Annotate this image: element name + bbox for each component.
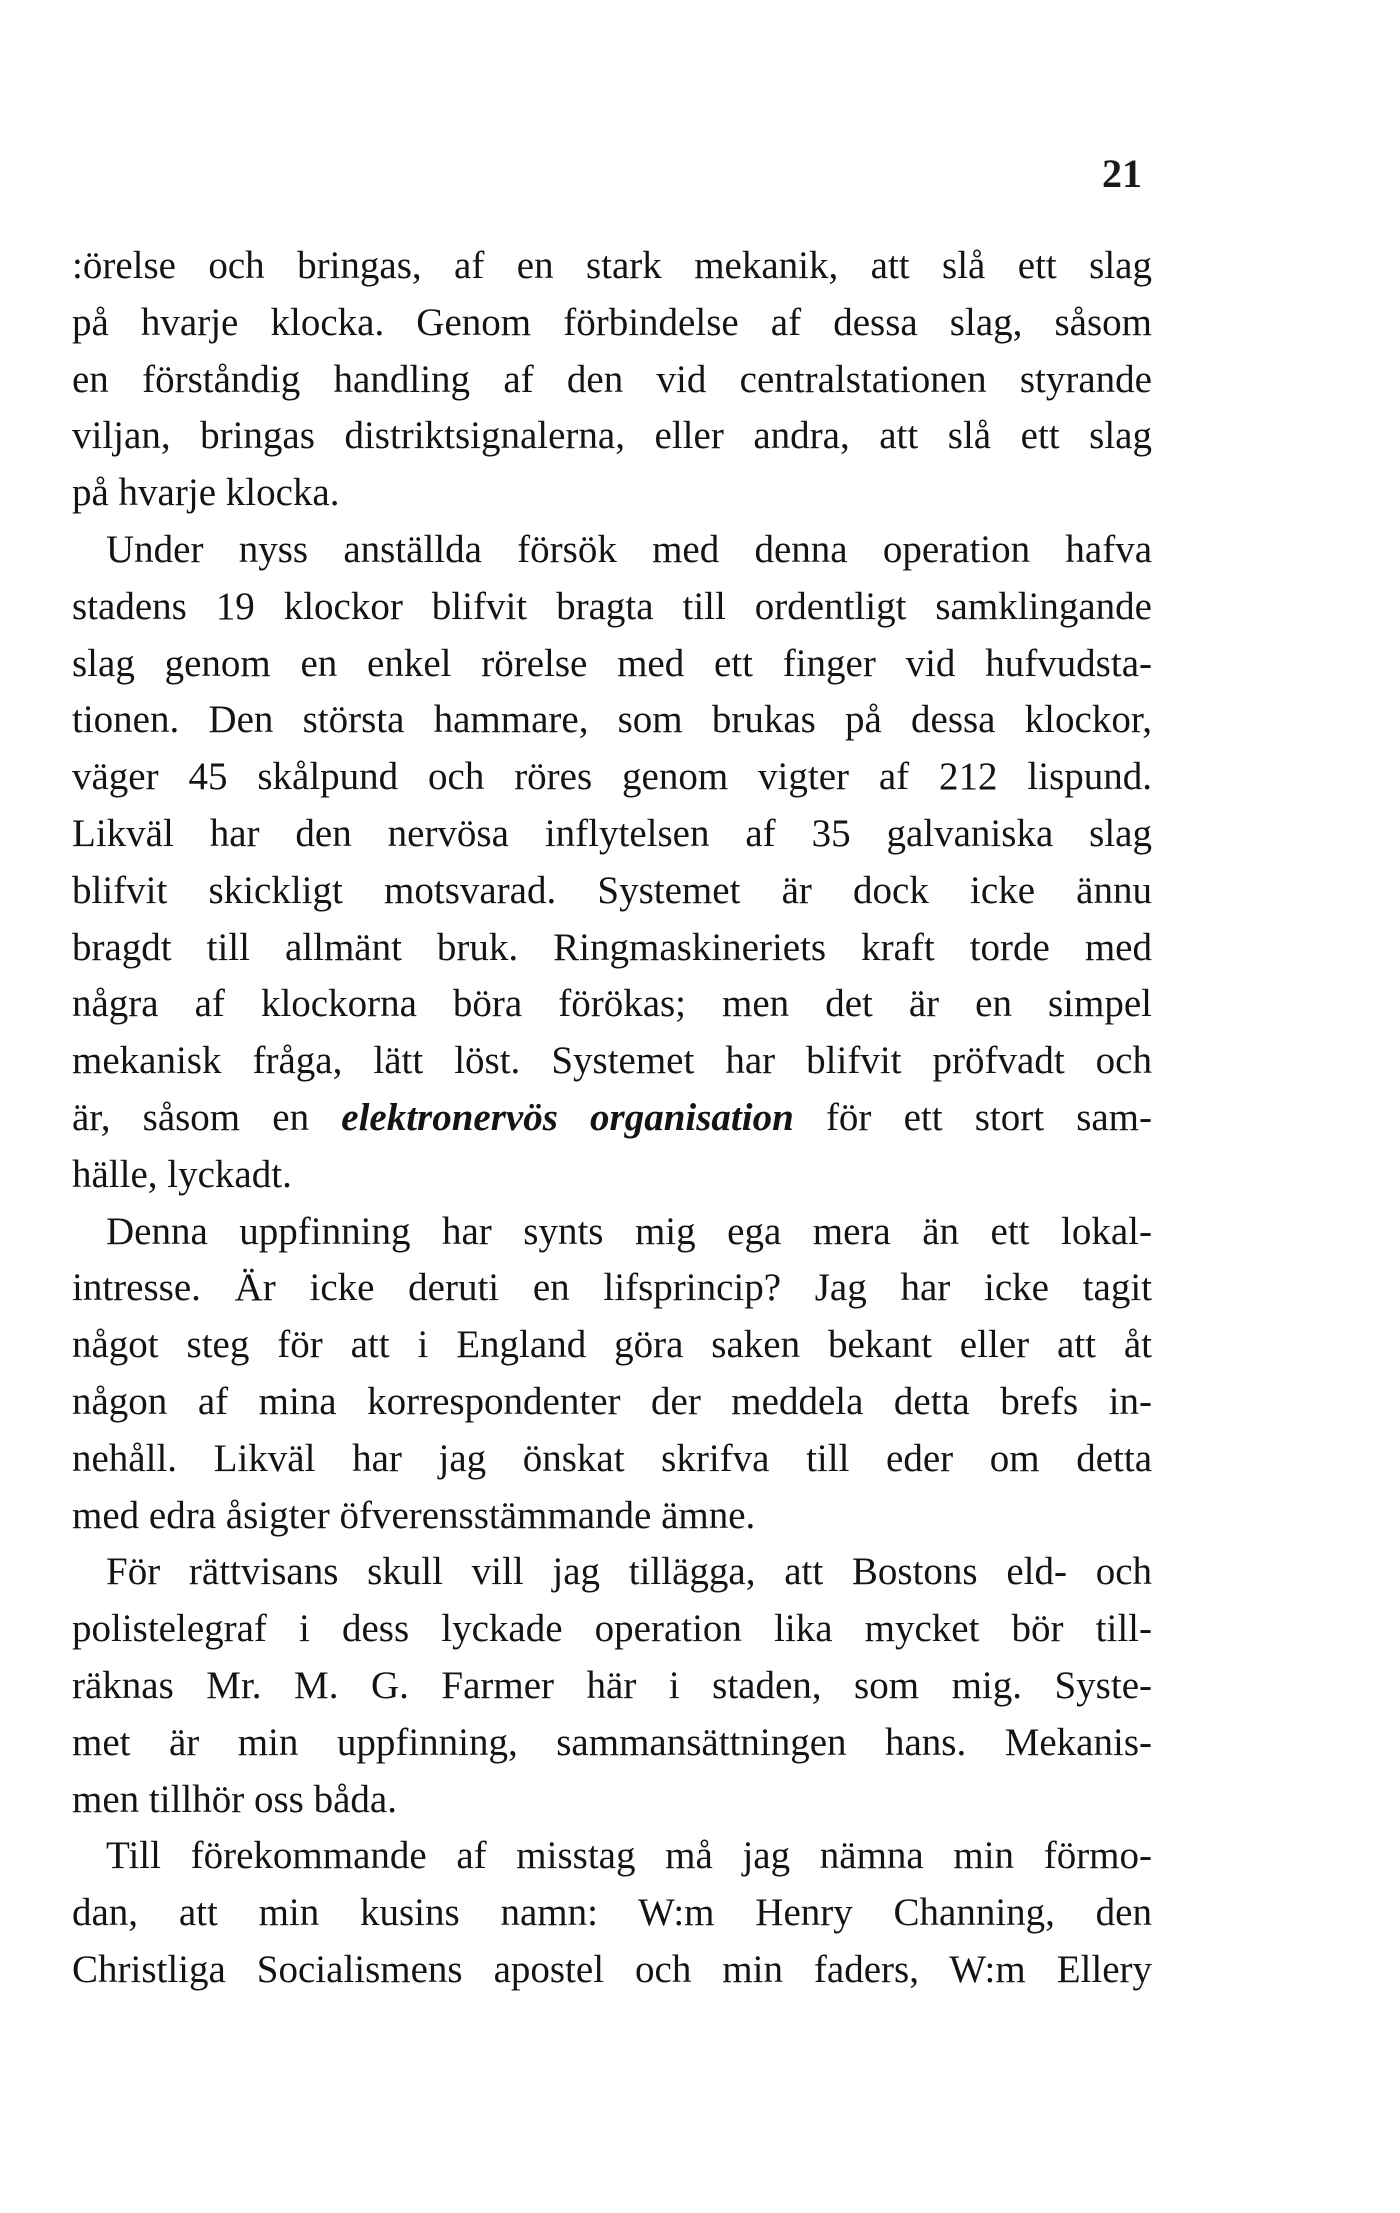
paragraph xyxy=(72,1544,1152,1828)
text-line: väger 45 skålpund och röres genom vigter af 212 lispund. xyxy=(72,755,1152,799)
text-line: på hvarje klocka. xyxy=(72,471,340,515)
text-line: Till förekommande af misstag må jag nämna min förmo- xyxy=(106,1834,1152,1878)
text-line: blifvit skickligt motsvarad. Systemet är dock icke ännu xyxy=(72,868,1152,912)
text-line: någon af mina korrespondenter der meddela detta brefs in- xyxy=(72,1379,1152,1423)
text-line: några af klockorna böra förökas; men det är en simpel xyxy=(72,982,1152,1026)
text-line: räknas Mr. M. G. Farmer här i staden, som mig. Syste- xyxy=(72,1663,1152,1707)
text-line: För rättvisans skull vill jag tillägga, att Bostons eld- och xyxy=(106,1550,1152,1594)
text-line: Under nyss anställda försök med denna operation hafva xyxy=(106,527,1152,571)
text-line xyxy=(72,1090,1152,1147)
text-line: tionen. Den största hammare, som brukas på dessa klockor, xyxy=(72,698,1152,742)
text-run: för ett stort sam- xyxy=(793,1095,1153,1139)
paragraph xyxy=(72,522,1152,1204)
text-line: :örelse och bringas, af en stark mekanik, att slå ett slag xyxy=(72,244,1152,287)
paragraph xyxy=(72,1204,1152,1545)
text-line: men tillhör oss båda. xyxy=(72,1777,397,1821)
text-line: bragdt till allmänt bruk. Ringmaskineriets kraft torde med xyxy=(72,925,1152,969)
text-line: något steg för att i England göra saken bekant eller att åt xyxy=(72,1323,1152,1367)
text-line: nehåll. Likväl har jag önskat skrifva till eder om detta xyxy=(72,1436,1152,1480)
text-line: stadens 19 klockor blifvit bragta till ordentligt samklingande xyxy=(72,584,1152,628)
text-line: en förståndig handling af den vid centralstationen styrande xyxy=(72,357,1152,401)
text-line: met är min uppfinning, sammansättningen hans. Mekanis- xyxy=(72,1720,1152,1764)
text-line: intresse. Är icke deruti en lifsprincip? Jag har icke tagit xyxy=(72,1266,1152,1310)
text-line: på hvarje klocka. Genom förbindelse af dessa slag, såsom xyxy=(72,300,1152,344)
text-line: Christliga Socialismens apostel och min faders, W:m Ellery xyxy=(72,1947,1152,1991)
text-line: slag genom en enkel rörelse med ett finger vid hufvudsta- xyxy=(72,641,1152,685)
text-line: viljan, bringas distriktsignalerna, eller andra, att slå ett slag xyxy=(72,414,1152,458)
text-run: är, såsom en xyxy=(72,1095,342,1139)
text-line: polistelegraf i dess lyckade operation lika mycket bör till- xyxy=(72,1607,1152,1651)
text-line: dan, att min kusins namn: W:m Henry Channing, den xyxy=(72,1891,1152,1935)
text-line: mekanisk fråga, lätt löst. Systemet har blifvit pröfvadt och xyxy=(72,1039,1152,1083)
paragraph xyxy=(72,1828,1152,1998)
text-line: Denna uppfinning har synts mig ega mera än ett lokal- xyxy=(106,1209,1152,1253)
body-text xyxy=(72,238,1152,1999)
text-line: Likväl har den nervösa inflytelsen af 35 galvaniska slag xyxy=(72,811,1152,855)
paragraph xyxy=(72,238,1152,522)
text-line: hälle, lyckadt. xyxy=(72,1152,292,1196)
italic-phrase: elektronervös organisation xyxy=(341,1095,794,1139)
text-line: med edra åsigter öfverensstämmande ämne. xyxy=(72,1493,756,1537)
page-number: 21 xyxy=(1102,151,1142,196)
